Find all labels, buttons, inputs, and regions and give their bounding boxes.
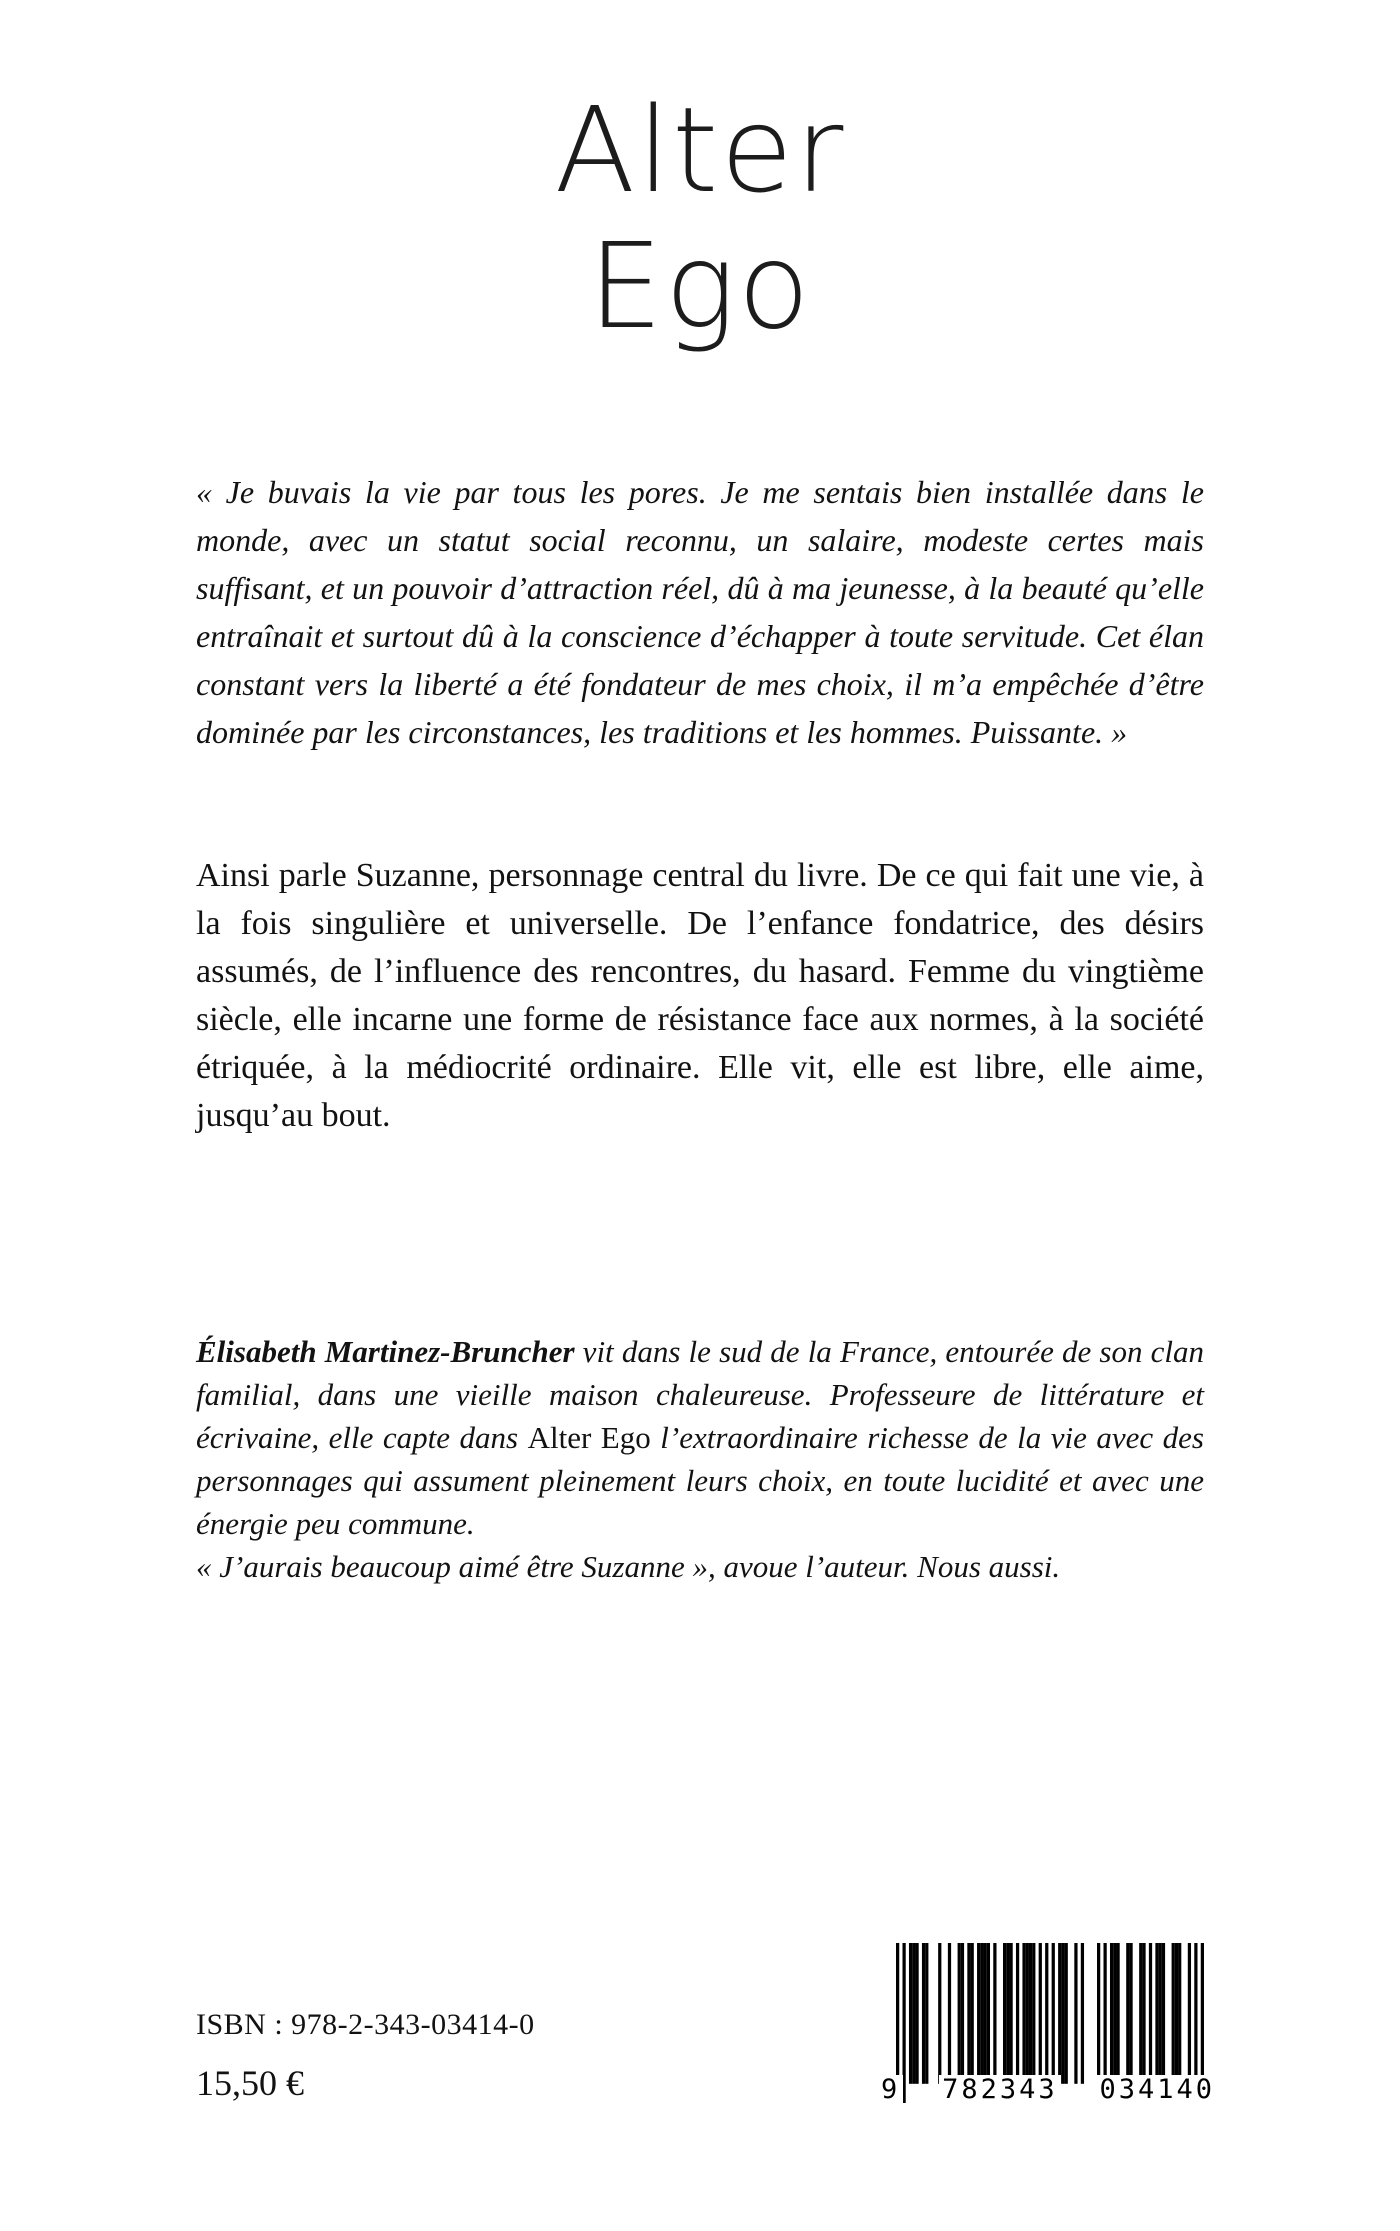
author-name: Élisabeth Martinez-Bruncher	[196, 1334, 575, 1369]
title-line-2: Ego	[588, 217, 812, 355]
title-line-1: Alter	[554, 81, 846, 219]
book-title	[0, 82, 1400, 354]
synopsis-paragraph: Ainsi parle Suzanne, personnage central du livre. De ce qui fait une vie, à la fois singulière et universelle. De l’enfance fondatrice, des désirs assumés, de l’influence des rencontres, du hasard. Femme du vingtième siècle, elle incarne une forme de résistance face aux normes, à la société étriquée, à la médiocrité ordinaire. Elle vit, elle est libre, elle aime, jusqu’au bout.	[196, 857, 1204, 1134]
barcode	[881, 1943, 1215, 2105]
barcode-group-2: 034140	[1096, 2075, 1218, 2105]
bio-text-2: l’extraordinaire richesse de la vie avec des personnages qui assument pleinement leurs choix, en toute lucidité et avec une énergie peu commune.	[196, 1420, 1204, 1541]
bio-paragraph	[196, 1330, 1204, 1545]
isbn: ISBN : 978-2-343-03414-0	[196, 2008, 535, 2041]
bio-text-1: vit dans le sud de la France, entourée de son clan familial, dans une vieille maison chaleureuse. Professeure de littérature et écrivaine, elle capte dans	[196, 1334, 1204, 1455]
barcode-group-1: 782343	[939, 2075, 1061, 2105]
barcode-digits	[878, 2075, 1218, 2105]
price: 15,50 €	[196, 2063, 304, 2103]
inline-book-title: Alter Ego	[527, 1420, 651, 1455]
bio-closing-line: « J’aurais beaucoup aimé être Suzanne », avoue l’auteur. Nous aussi.	[196, 1549, 1061, 1584]
back-cover-quote: « Je buvais la vie par tous les pores. Je me sentais bien installée dans le monde, avec un statut social reconnu, un salaire, modeste certes mais suffisant, et un pouvoir d’attraction réel, dû à ma jeunesse, à la beauté qu’elle entraînait et surtout dû à la conscience d’échapper à toute servitude. Cet élan constant vers la liberté a été fondateur de mes choix, il m’a empêchée d’être dominée par les circonstances, les traditions et les hommes. Puissante. »	[196, 474, 1204, 750]
barcode-lead-digit: 9	[878, 2075, 903, 2105]
author-bio	[196, 1330, 1204, 1588]
